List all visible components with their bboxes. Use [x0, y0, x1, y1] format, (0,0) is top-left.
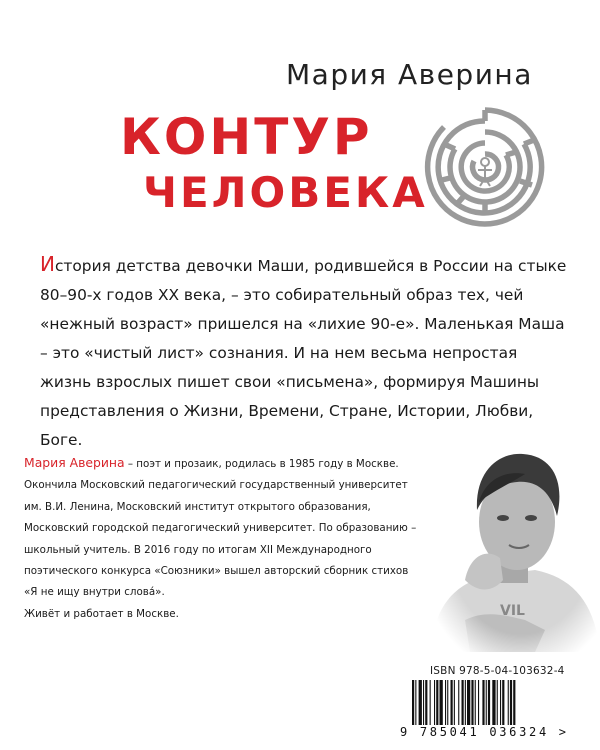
- book-title-line2: ЧЕЛОВЕКА: [143, 168, 428, 217]
- barcode-digits-text: 9 785041 036324 >: [400, 725, 569, 739]
- maze-emblem-icon: [424, 106, 546, 228]
- barcode-digits: [400, 725, 600, 739]
- author-bio: [24, 452, 424, 625]
- author-name: Мария Аверина: [286, 58, 533, 91]
- description-initial: И: [40, 252, 55, 276]
- bio-text: – поэт и прозаик, родилась в 1985 году в Москве. Окончила Московский педагогический государственный университет им. В.И. Ленина, Московский институт открытого образования, Московский городской педагогический университет. По образованию – школьный учитель. В 2016 году по итогам XII Международного поэтического конкурса «Союзники» вышел авторский сборник стихов «Я не ищу внутри слова́».: [24, 458, 417, 599]
- isbn-label: ISBN 978-5-04-103632-4: [430, 665, 565, 677]
- author-portrait: [425, 430, 600, 652]
- description-text: стория детства девочки Маши, родившейся в России на стыке 80–90-х годов XX века, – это собирательный образ тех, чей «нежный возраст» пришелся на «лихие 90-е». Маленькая Маша – это «чистый лист» сознания. И на нем весьма непростая жизнь взрослых пишет свои «письмена», формируя Машины представления о Жизни, Времени, Стране, Истории, Любви, Боге.: [40, 257, 567, 449]
- bio-last-line: Живёт и работает в Москве.: [24, 607, 179, 620]
- book-description: [40, 250, 570, 455]
- book-title-line1: КОНТУР: [120, 108, 373, 166]
- bio-author-name: Мария Аверина: [24, 455, 125, 470]
